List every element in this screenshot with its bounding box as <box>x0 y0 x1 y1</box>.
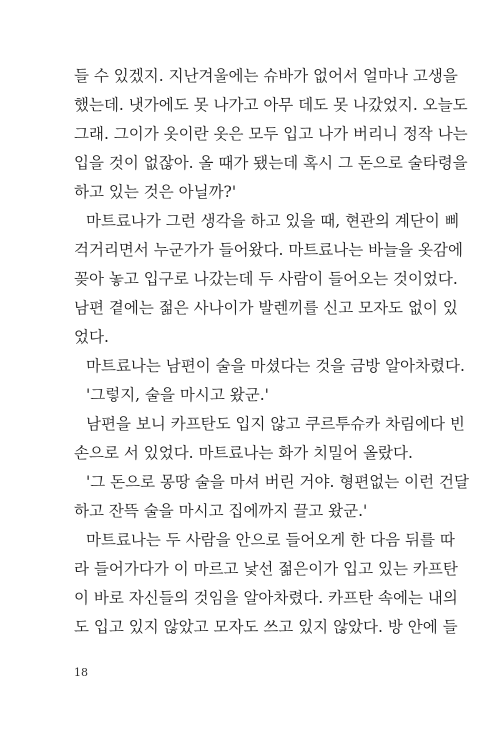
text-line: 손으로 서 있었다. 마트료나는 화가 치밀어 올랐다. <box>74 444 413 462</box>
paragraph <box>74 410 465 468</box>
text-line: 하고 있는 것은 아닐까?' <box>74 183 237 201</box>
text-line: 남편 곁에는 젊은 사나이가 발렌끼를 신고 모자도 없이 있 <box>74 299 458 317</box>
text-line: 마트료나는 두 사람을 안으로 들어오게 한 다음 뒤를 따 <box>86 531 455 549</box>
text-line: 하고 잔뜩 술을 마시고 집에까지 끌고 왔군.' <box>74 502 368 520</box>
text-line: 남편을 보니 카프탄도 입지 않고 쿠르투슈카 차림에다 빈 <box>86 415 465 433</box>
text-line: 마트료나는 남편이 술을 마셨다는 것을 금방 알아차렸다. <box>86 357 465 375</box>
paragraph <box>74 352 465 381</box>
paragraph <box>74 526 458 642</box>
text-line: 했는데. 냇가에도 못 나가고 아무 데도 못 나갔었지. 오늘도 <box>74 96 468 114</box>
text-line: 었다. <box>74 328 109 346</box>
text-line: 도 입고 있지 않았고 모자도 쓰고 있지 않았다. 방 안에 들 <box>74 618 458 636</box>
text-line: 들 수 있겠지. 지난겨울에는 슈바가 없어서 얼마나 고생을 <box>74 67 458 85</box>
text-line: 입을 것이 없잖아. 올 때가 됐는데 혹시 그 돈으로 술타령을 <box>74 154 468 172</box>
text-line: 그래. 그이가 옷이란 옷은 모두 입고 나가 버리니 정작 나는 <box>74 125 468 143</box>
paragraph <box>74 62 468 207</box>
text-line: 꽂아 놓고 입구로 나갔는데 두 사람이 들어오는 것이었다. <box>74 270 458 288</box>
paragraph <box>74 207 463 352</box>
text-line: 이 바로 자신들의 것임을 알아차렸다. 카프탄 속에는 내의 <box>74 589 458 607</box>
text-line: '그 돈으로 몽땅 술을 마셔 버린 거야. 형편없는 이런 건달 <box>86 473 469 491</box>
paragraph <box>74 468 469 526</box>
text-line: 라 들어가다가 이 마르고 낯선 젊은이가 입고 있는 카프탄 <box>74 560 458 578</box>
text-line: '그렇지, 술을 마시고 왔군.' <box>86 386 269 404</box>
page-number: 18 <box>74 666 88 679</box>
paragraph <box>74 381 424 410</box>
text-line: 걱거리면서 누군가가 들어왔다. 마트료나는 바늘을 옷감에 <box>74 241 463 259</box>
text-line: 마트료나가 그런 생각을 하고 있을 때, 현관의 계단이 삐 <box>86 212 460 230</box>
